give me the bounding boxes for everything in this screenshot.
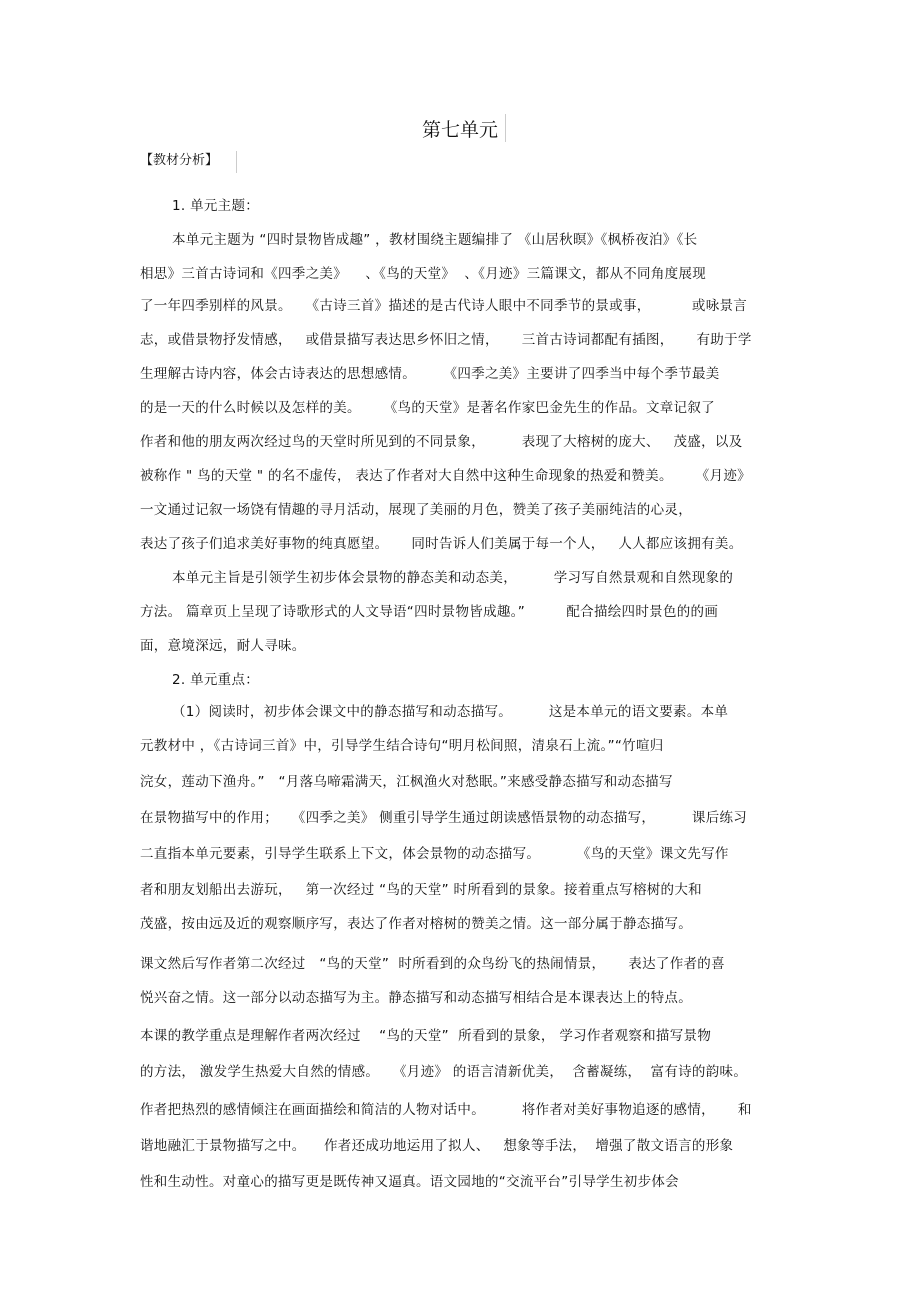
paragraph-line: 志，或借景物抒发情感， 或借景描写表达思乡怀旧之情， 三首古诗词都配有插图， 有助于学 [140,332,752,348]
paragraph-line: 悦兴奋之情。这一部分以动态描写为主。静态描写和动态描写相结合是本课表达上的特点。 [140,990,692,1006]
paragraph-line: 作者和他的朋友两次经过鸟的天堂时所见到的不同景象， 表现了大榕树的庞大、 茂盛，以及 [140,434,743,450]
paragraph-line: 的是一天的什么时候以及怎样的美。 《鸟的天堂》是著名作家巴金先生的作品。文章记叙了 [140,400,715,416]
section-label: 【教材分析】 [140,153,219,168]
paragraph-line: 本课的教学重点是理解作者两次经过 “鸟的天堂” 所看到的景象， 学习作者观察和描写景物 [140,1028,712,1044]
paragraph-line: 本单元主题为 “四时景物皆成趣” ，教材围绕主题编排了 《山居秋暝》《枫桥夜泊》《长 [172,232,698,248]
paragraph-line: 相思》三首古诗词和《四季之美》 、《鸟的天堂》 、《月迹》三篇课文，都从不同角度展现 [140,266,707,282]
paragraph-line: 的方法， 激发学生热爱大自然的情感。 《月迹》 的语言清新优美， 含蓄凝练， 富有诗的韵味。 [140,1064,748,1080]
paragraph-line: 元教材中 ，《古诗词三首》中，引导学生结合诗句“明月松间照，清泉石上流。”“竹喧归 [140,738,664,754]
paragraph-line: 谐地融汇于景物描写之中。 作者还成功地运用了拟人、 想象等手法， 增强了散文语言的形象 [140,1138,734,1154]
heading-unit-theme: 1. 单元主题： [172,198,260,214]
paragraph-line: 一文通过记叙一场饶有情趣的寻月活动，展现了美丽的月色，赞美了孩子美丽纯洁的心灵， [140,502,692,518]
paragraph-line: 浣女，莲动下渔舟。” “月落乌啼霜满天，江枫渔火对愁眠。”来感受静态描写和动态描写 [140,774,673,790]
paragraph-line: 作者把热烈的感情倾注在画面描绘和简洁的人物对话中。 将作者对美好事物追逐的感情， 和 [140,1102,752,1118]
paragraph-line: 在景物描写中的作用； 《四季之美》 侧重引导学生通过朗读感悟景物的动态描写， 课后练习 [140,810,748,826]
heading-unit-focus: 2. 单元重点： [172,672,260,688]
paragraph-line: 者和朋友划船出去游玩， 第一次经过 “鸟的天堂” 时所看到的景象。接着重点写榕树的大和 [140,882,702,898]
label-margin-mark [236,151,237,173]
paragraph-line: 了一年四季别样的风景。 《古诗三首》描述的是古代诗人眼中不同季节的景或事， 或咏景言 [140,298,748,314]
paragraph-line: 本单元主旨是引领学生初步体会景物的静态美和动态美， 学习写自然景观和自然现象的 [172,570,734,586]
paragraph-line: 二直指本单元要素，引导学生联系上下文，体会景物的动态描写。 《鸟的天堂》课文先写作 [140,846,729,862]
paragraph-line: 面，意境深远，耐人寻味。 [140,638,306,654]
paragraph-line: 茂盛，按由远及近的观察顺序写，表达了作者对榕树的赞美之情。这一部分属于静态描写。 [140,916,692,932]
paragraph-line: 方法。 篇章页上呈现了诗歌形式的人文导语“四时景物皆成趣。” 配合描绘四时景色的的画 [140,604,719,620]
paragraph-line: 性和生动性。对童心的描写更是既传神又逼真。语文园地的“交流平台”引导学生初步体会 [140,1174,679,1190]
paragraph-line: （1）阅读时，初步体会课文中的静态描写和动态描写。 这是本单元的语文要素。本单 [172,704,729,720]
paragraph-line: 生理解古诗内容，体会古诗表达的思想感情。 《四季之美》主要讲了四季当中每个季节最美 [140,366,720,382]
page-title: 第七单元 [421,119,498,141]
paragraph-line: 被称作 " 鸟的天堂 " 的名不虚传， 表达了作者对大自然中这种生命现象的热爱和赞美。 《月迹》 [140,468,751,484]
paragraph-line: 课文然后写作者第二次经过 “鸟的天堂” 时所看到的众鸟纷飞的热闹情景， 表达了作者的喜 [140,956,725,972]
paragraph-line: 表达了孩子们追求美好事物的纯真愿望。 同时告诉人们美属于每一个人， 人人都应该拥有美。 [140,536,743,552]
title-margin-mark [505,114,506,142]
